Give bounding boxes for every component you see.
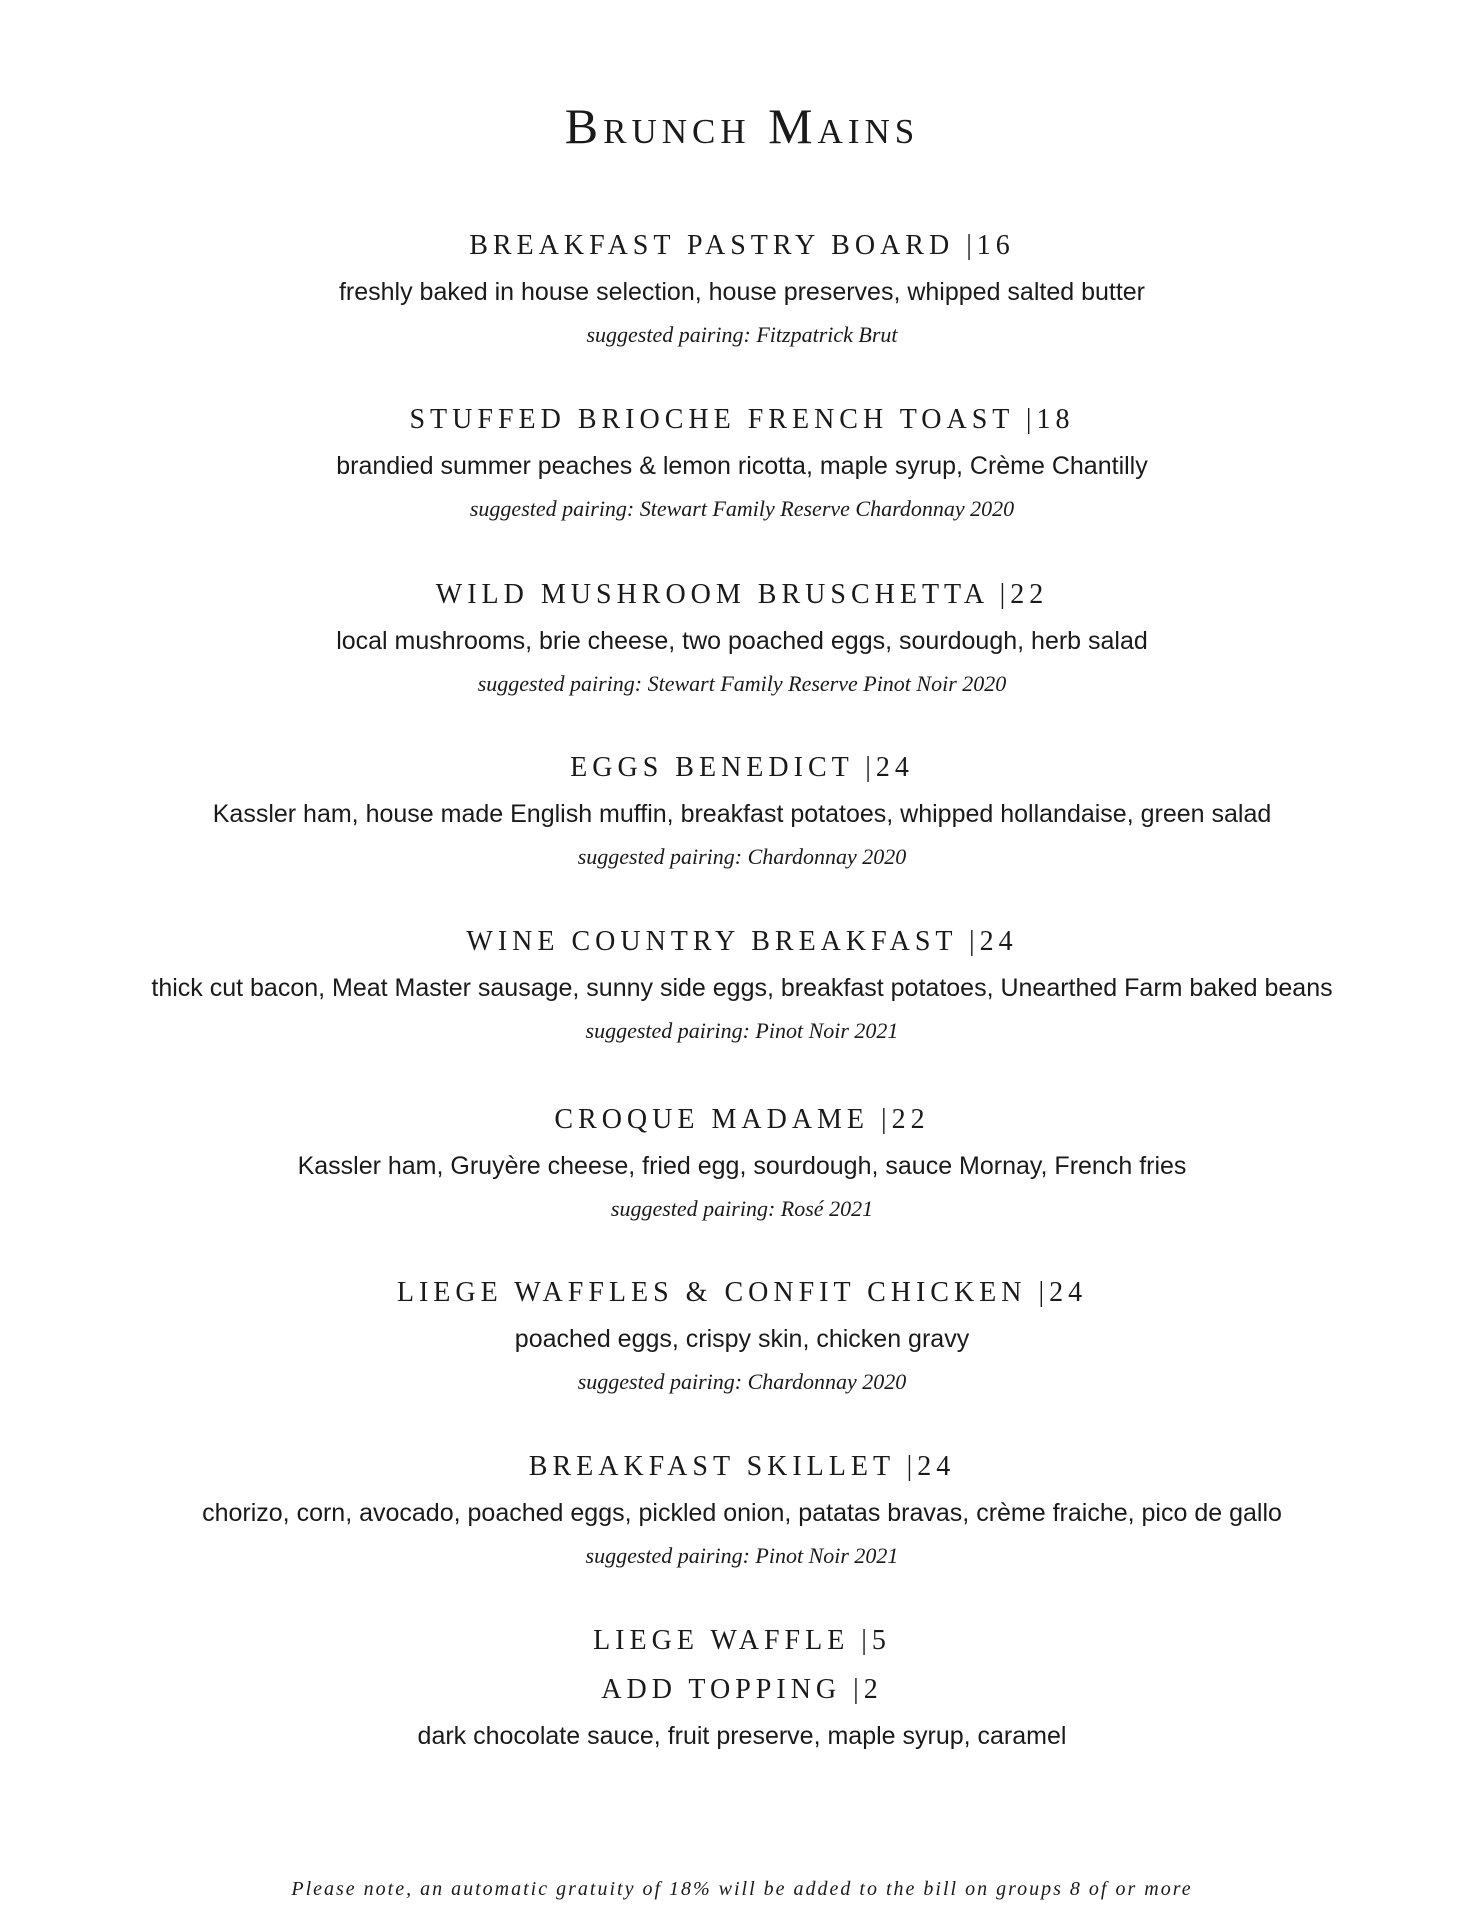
item-description: Kassler ham, house made English muffin, breakfast potatoes, whipped hollandaise, green salad — [212, 800, 1272, 828]
page-title: Brunch Mains — [564, 98, 920, 154]
item-name: LIEGE WAFFLE |5 — [593, 1625, 891, 1656]
add-topping-label: ADD TOPPING |2 — [601, 1674, 883, 1705]
gratuity-note: Please note, an automatic gratuity of 18% will be added to the bill on groups 8 of or more — [291, 1878, 1193, 1900]
menu-item-croque-madame — [0, 1103, 1484, 1223]
item-pairing: suggested pairing: Chardonnay 2020 — [577, 1369, 907, 1394]
item-name: CROQUE MADAME |22 — [554, 1104, 930, 1135]
menu-item-breakfast-pastry-board — [0, 229, 1484, 349]
item-pairing: suggested pairing: Pinot Noir 2021 — [585, 1543, 899, 1568]
item-name: LIEGE WAFFLES & CONFIT CHICKEN |24 — [396, 1277, 1088, 1308]
item-description: brandied summer peaches & lemon ricotta, maple syrup, Crème Chantilly — [336, 452, 1148, 480]
item-pairing: suggested pairing: Rosé 2021 — [610, 1196, 874, 1221]
item-description: freshly baked in house selection, house preserves, whipped salted butter — [338, 278, 1146, 306]
item-pairing: suggested pairing: Fitzpatrick Brut — [586, 322, 898, 347]
item-name: WILD MUSHROOM BRUSCHETTA |22 — [435, 579, 1049, 610]
menu-item-stuffed-brioche-french-toast — [0, 403, 1484, 523]
item-description: poached eggs, crispy skin, chicken gravy — [514, 1325, 970, 1353]
menu-item-liege-waffle — [0, 1624, 1484, 1751]
item-name: STUFFED BRIOCHE FRENCH TOAST |18 — [409, 404, 1075, 435]
item-name: BREAKFAST PASTRY BOARD |16 — [469, 230, 1015, 261]
menu-item-wine-country-breakfast — [0, 925, 1484, 1045]
item-name: BREAKFAST SKILLET |24 — [528, 1451, 956, 1482]
item-pairing: suggested pairing: Stewart Family Reserve Chardonnay 2020 — [469, 496, 1015, 521]
item-description: chorizo, corn, avocado, poached eggs, pickled onion, patatas bravas, crème fraiche, pico de gallo — [202, 1499, 1282, 1527]
menu-item-breakfast-skillet — [0, 1450, 1484, 1570]
item-pairing: suggested pairing: Stewart Family Reserve Pinot Noir 2020 — [477, 671, 1007, 696]
item-name: WINE COUNTRY BREAKFAST |24 — [466, 926, 1018, 957]
menu-item-eggs-benedict — [0, 751, 1484, 871]
menu-item-wild-mushroom-bruschetta — [0, 578, 1484, 698]
item-description: local mushrooms, brie cheese, two poached eggs, sourdough, herb salad — [336, 627, 1148, 655]
item-name: EGGS BENEDICT |24 — [570, 752, 914, 783]
item-pairing: suggested pairing: Pinot Noir 2021 — [585, 1018, 899, 1043]
item-description: thick cut bacon, Meat Master sausage, sunny side eggs, breakfast potatoes, Unearthed Farm baked beans — [151, 974, 1333, 1002]
item-description: dark chocolate sauce, fruit preserve, maple syrup, caramel — [417, 1722, 1067, 1750]
item-pairing: suggested pairing: Chardonnay 2020 — [577, 844, 907, 869]
menu-item-liege-waffles-confit-chicken — [0, 1276, 1484, 1396]
item-description: Kassler ham, Gruyère cheese, fried egg, sourdough, sauce Mornay, French fries — [297, 1152, 1187, 1180]
